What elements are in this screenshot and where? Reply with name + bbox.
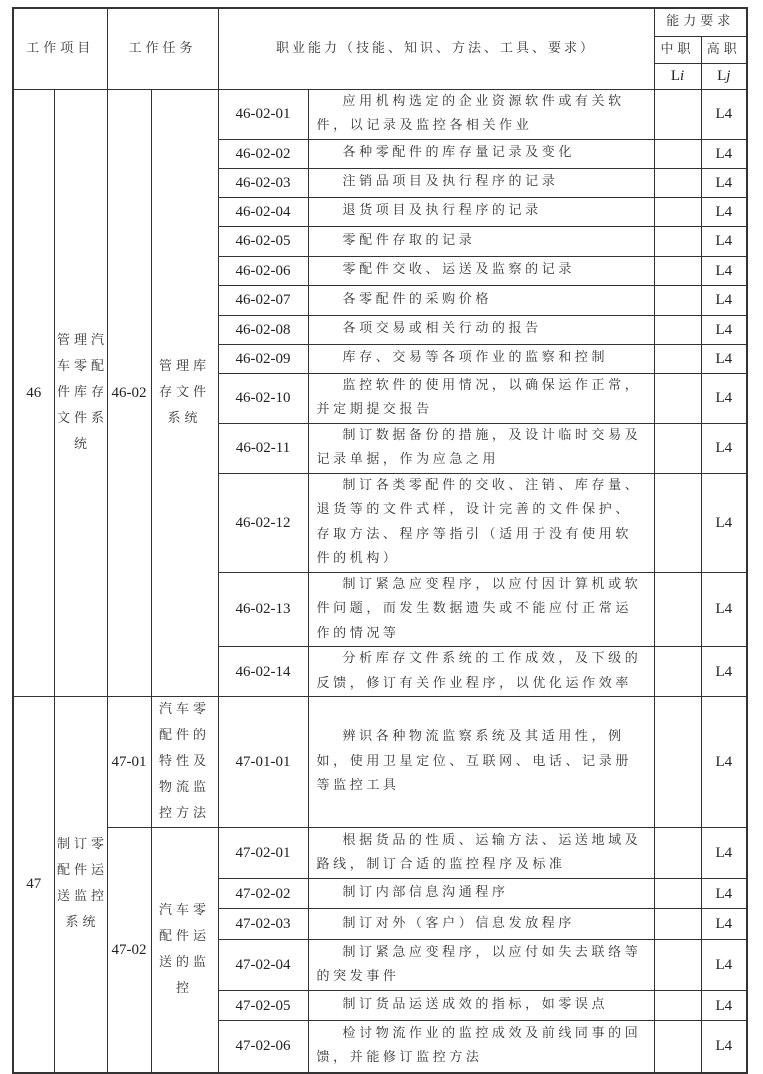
competency-description-cell: [308, 373, 654, 423]
competency-description: 应用机构选定的企业资源软件或有关软件，以记录及监控各相关作业: [316, 93, 625, 133]
level-secondary: [654, 940, 701, 991]
level-secondary: [654, 344, 701, 373]
competency-code: 47-02-01: [218, 828, 308, 879]
level-secondary: [654, 315, 701, 344]
competency-description-cell: [308, 315, 654, 344]
competency-description: 辨识各种物流监察系统及其适用性，例如，使用卫星定位、互联网、电话、记录册等监控工具: [316, 729, 632, 794]
competency-description: 库存、交易等各项作业的监察和控制: [342, 350, 609, 366]
competency-description: 制订紧急应变程序，以应付如失去联络等的突发事件: [316, 944, 642, 984]
task-name: 汽车零配件运送的监控: [159, 902, 211, 996]
competency-description-cell: [308, 879, 654, 909]
header-li-text: Li: [670, 68, 685, 84]
competency-description-cell: [308, 991, 654, 1021]
competency-code: 47-02-04: [218, 940, 308, 991]
level-higher: L4: [701, 828, 747, 879]
level-higher: L4: [701, 647, 747, 697]
task-code: 47-02: [107, 828, 151, 1073]
level-secondary: [654, 423, 701, 473]
task-name-cell: [151, 89, 218, 697]
competency-description-cell: [308, 168, 654, 197]
competency-description-cell: [308, 89, 654, 139]
competency-code: 47-02-02: [218, 879, 308, 909]
project-name-cell: [54, 89, 107, 697]
level-higher: L4: [701, 256, 747, 285]
header-lj-text-suffix: j: [726, 68, 731, 84]
competency-description: 退货项目及执行程序的记录: [342, 203, 542, 219]
header-competency: 职业能力（技能、知识、方法、工具、要求）: [218, 8, 654, 89]
competency-description-cell: [308, 139, 654, 168]
competency-description-cell: [308, 344, 654, 373]
competency-code: 46-02-05: [218, 226, 308, 256]
level-secondary: [654, 256, 701, 285]
level-higher: L4: [701, 879, 747, 909]
competency-code: 46-02-06: [218, 256, 308, 285]
competency-code: 47-02-05: [218, 991, 308, 1021]
level-higher: L4: [701, 423, 747, 473]
level-higher: L4: [701, 139, 747, 168]
project-number: 47: [13, 697, 54, 1073]
header-work-item: 工作项目: [13, 8, 107, 89]
header-lj-text: Lj: [717, 68, 731, 84]
level-secondary: [654, 473, 701, 572]
task-code: 46-02: [107, 89, 151, 697]
competency-code: 46-02-13: [218, 572, 308, 647]
header-secondary: 中职: [654, 36, 701, 63]
project-name: 管理汽车零配件库存文件系统: [56, 332, 108, 452]
competency-description-cell: [308, 647, 654, 697]
level-secondary: [654, 226, 701, 256]
competency-description: 制订内部信息沟通程序: [342, 885, 509, 901]
competency-description-cell: [308, 473, 654, 572]
competency-code: 46-02-14: [218, 647, 308, 697]
level-higher: L4: [701, 697, 747, 828]
competency-description-cell: [308, 423, 654, 473]
level-secondary: [654, 991, 701, 1021]
competency-description-cell: [308, 226, 654, 256]
competency-description: 检讨物流作业的监控成效及前线同事的回馈，并能修订监控方法: [316, 1025, 642, 1066]
project-name-cell: [54, 697, 107, 1073]
level-higher: L4: [701, 373, 747, 423]
level-secondary: [654, 697, 701, 828]
competency-code: 46-02-12: [218, 473, 308, 572]
level-higher: L4: [701, 909, 747, 940]
competency-description-cell: [308, 285, 654, 315]
competency-description: 制订紧急应变程序，以应付因计算机或软件问题，而发生数据遗失或不能应付正常运作的情况等: [316, 576, 642, 641]
level-secondary: [654, 168, 701, 197]
competency-description: 各种零配件的库存量记录及变化: [342, 145, 575, 161]
competency-description: 根据货品的性质、运输方法、运送地域及路线，制订合适的监控程序及标准: [316, 832, 642, 872]
competency-code: 46-02-10: [218, 373, 308, 423]
level-secondary: [654, 1021, 701, 1073]
competency-description: 制订货品运送成效的指标，如零误点: [342, 997, 609, 1013]
header-li-text-suffix: i: [680, 68, 685, 84]
competency-description: 各零配件的采购价格: [342, 291, 492, 307]
project-number: 46: [13, 89, 54, 697]
table-body: [13, 89, 747, 1073]
competency-description-cell: [308, 909, 654, 940]
level-secondary: [654, 647, 701, 697]
table-row: [13, 89, 747, 139]
competency-description-cell: [308, 828, 654, 879]
table-row: [13, 697, 747, 828]
table-header: [13, 8, 747, 89]
competency-description: 分析库存文件系统的工作成效，及下级的反馈，修订有关作业程序，以优化运作效率: [316, 651, 642, 691]
competency-description-cell: [308, 940, 654, 991]
level-higher: L4: [701, 1021, 747, 1073]
competency-description-cell: [308, 697, 654, 828]
task-name: 汽车零配件的特性及物流监控方法: [159, 702, 211, 821]
header-work-task: 工作任务: [107, 8, 218, 89]
task-name: 管理库存文件系统: [159, 358, 211, 426]
header-higher: 高职: [701, 36, 747, 63]
competency-code: 46-02-01: [218, 89, 308, 139]
header-ability-requirement: 能力要求: [654, 8, 747, 36]
competency-code: 46-02-03: [218, 168, 308, 197]
level-higher: L4: [701, 315, 747, 344]
level-secondary: [654, 197, 701, 226]
competency-code: 46-02-02: [218, 139, 308, 168]
competency-code: 46-02-11: [218, 423, 308, 473]
level-secondary: [654, 139, 701, 168]
project-name: 制订零配件运送监控系统: [56, 837, 108, 931]
competency-description-cell: [308, 256, 654, 285]
level-higher: L4: [701, 168, 747, 197]
level-secondary: [654, 879, 701, 909]
competency-code: 47-01-01: [218, 697, 308, 828]
level-higher: L4: [701, 940, 747, 991]
task-code: 47-01: [107, 697, 151, 828]
level-higher: L4: [701, 344, 747, 373]
competency-description: 制订各类零配件的交收、注销、库存量、退货等的文件式样，设计完善的文件保护、存取方法、程序等指引（适用于没有使用软件的机构）: [316, 477, 642, 566]
header-li: [654, 63, 701, 89]
level-higher: L4: [701, 473, 747, 572]
competency-description-cell: [308, 572, 654, 647]
level-secondary: [654, 373, 701, 423]
competency-code: 47-02-06: [218, 1021, 308, 1073]
competency-description-cell: [308, 1021, 654, 1073]
competency-code: 46-02-07: [218, 285, 308, 315]
level-higher: L4: [701, 89, 747, 139]
competency-description: 零配件交收、运送及监察的记录: [342, 262, 575, 278]
competency-description-cell: [308, 197, 654, 226]
level-secondary: [654, 828, 701, 879]
competency-code: 46-02-08: [218, 315, 308, 344]
competency-description: 零配件存取的记录: [342, 232, 476, 248]
table-row: [13, 828, 747, 879]
competency-description: 注销品项目及执行程序的记录: [342, 174, 559, 190]
level-higher: L4: [701, 197, 747, 226]
competency-description: 制订对外（客户）信息发放程序: [342, 915, 575, 931]
task-name-cell: [151, 697, 218, 828]
level-secondary: [654, 572, 701, 647]
level-secondary: [654, 89, 701, 139]
competency-code: 47-02-03: [218, 909, 308, 940]
level-higher: L4: [701, 991, 747, 1021]
competency-description: 各项交易或相关行动的报告: [342, 321, 542, 337]
competency-description: 制订数据备份的措施，及设计临时交易及记录单据，作为应急之用: [316, 427, 642, 467]
level-secondary: [654, 909, 701, 940]
level-secondary: [654, 285, 701, 315]
competency-table: [12, 7, 748, 1074]
competency-code: 46-02-09: [218, 344, 308, 373]
level-higher: L4: [701, 226, 747, 256]
competency-code: 46-02-04: [218, 197, 308, 226]
header-lj: [701, 63, 747, 89]
level-higher: L4: [701, 572, 747, 647]
task-name-cell: [151, 828, 218, 1073]
competency-description: 监控软件的使用情况，以确保运作正常，并定期提交报告: [316, 377, 642, 417]
level-higher: L4: [701, 285, 747, 315]
